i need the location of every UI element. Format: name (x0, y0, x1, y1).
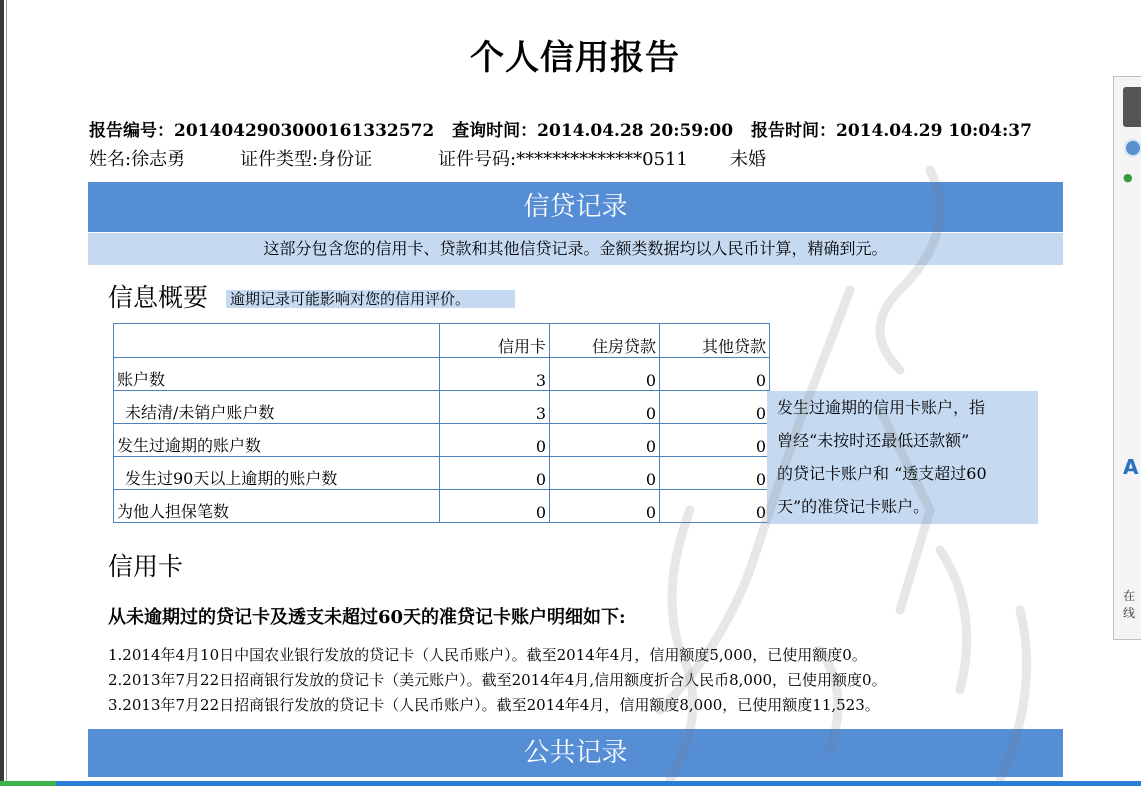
public-records-header: 公共记录 (88, 729, 1063, 777)
table-row (114, 424, 770, 457)
query-time: 查询时间：2014.04.28 20:59:00 (452, 121, 734, 141)
taskbar-start-strip (0, 781, 56, 786)
table-row (114, 391, 770, 424)
table-header-cell: 住房贷款 (550, 324, 660, 358)
table-header-cell: 其他贷款 (660, 324, 770, 358)
overview-note: 逾期记录可能影响对您的信用评价。 (226, 290, 515, 308)
row-label: 为他人担保笔数 (114, 490, 440, 523)
credit-card-detail-title: 从未逾期过的贷记卡及透支未超过60天的准贷记卡账户明细如下: (108, 607, 626, 628)
row-label: 未结清/未销户账户数 (125, 403, 275, 422)
table-cell: 0 (660, 358, 770, 391)
note-line: 曾经“未按时还最低还款额” (777, 431, 970, 450)
note-line: 天”的准贷记卡账户。 (777, 497, 930, 516)
table-cell: 0 (440, 424, 550, 457)
taskbar-strip (0, 781, 1141, 786)
table-header-cell: 信用卡 (440, 324, 550, 358)
table-cell: 0 (660, 490, 770, 523)
person-name: 姓名:徐志勇 (89, 149, 186, 170)
browser-icon[interactable] (1124, 139, 1141, 157)
table-cell: 0 (660, 457, 770, 490)
table-cell: 0 (660, 391, 770, 424)
table-cell: 0 (550, 457, 660, 490)
report-time: 报告时间：2014.04.29 10:04:37 (751, 121, 1032, 141)
list-item: 1.2014年4月10日中国农业银行发放的贷记卡（人民币账户）。截至2014年4月，信用额度5,000，已使用额度0。 (108, 646, 867, 664)
side-panel[interactable] (1113, 76, 1141, 640)
list-item: 3.2013年7月22日招商银行发放的贷记卡（人民币账户）。截至2014年4月，信用额度8,000，已使用额度11,523。 (108, 696, 880, 714)
note-line: 发生过逾期的信用卡账户，指 (777, 398, 986, 417)
table-cell: 0 (660, 424, 770, 457)
overdue-explanation-note (767, 391, 1038, 524)
id-type: 证件类型:身份证 (240, 149, 373, 170)
credit-card-title: 信用卡 (108, 552, 184, 581)
marital-status: 未婚 (730, 149, 766, 170)
table-header-row (114, 324, 770, 358)
list-item: 2.2013年7月22日招商银行发放的贷记卡（美元账户）。截至2014年4月,信用额度折合人民币8,000，已使用额度0。 (108, 671, 887, 689)
overview-title: 信息概要 (108, 283, 209, 312)
table-row (114, 358, 770, 391)
row-label: 账户数 (114, 358, 440, 391)
credit-records-header: 信贷记录 (88, 182, 1063, 232)
table-cell: 0 (550, 490, 660, 523)
report-number: 报告编号：2014042903000161332572 (89, 121, 435, 141)
table-cell: 3 (440, 358, 550, 391)
report-title: 个人信用报告 (470, 38, 680, 78)
window-left-border-line (6, 0, 7, 786)
row-label: 发生过90天以上逾期的账户数 (125, 469, 338, 488)
table-cell: 0 (550, 358, 660, 391)
table-cell: 3 (440, 391, 550, 424)
table-cell: 0 (440, 457, 550, 490)
table-header-cell (114, 324, 440, 358)
note-line: 的贷记卡账户和 “透支超过60 (777, 464, 987, 483)
id-number: 证件号码:**************0511 (438, 149, 688, 170)
table-cell: 0 (440, 490, 550, 523)
report-meta-line (89, 116, 1044, 141)
table-row (114, 457, 770, 490)
avatar[interactable] (1123, 87, 1141, 127)
window-left-border (0, 0, 4, 786)
table-row (114, 490, 770, 523)
row-label: 发生过逾期的账户数 (114, 424, 440, 457)
table-cell: 0 (550, 424, 660, 457)
overview-table (113, 323, 770, 523)
font-size-icon[interactable]: A (1123, 455, 1139, 479)
table-cell: 0 (550, 391, 660, 424)
credit-records-subtitle: 这部分包含您的信用卡、贷款和其他信贷记录。金额类数据均以人民币计算，精确到元。 (88, 233, 1063, 265)
online-status-label: 在线 (1123, 589, 1136, 620)
leaf-icon[interactable]: ● (1123, 171, 1133, 184)
credit-card-list (108, 643, 887, 718)
